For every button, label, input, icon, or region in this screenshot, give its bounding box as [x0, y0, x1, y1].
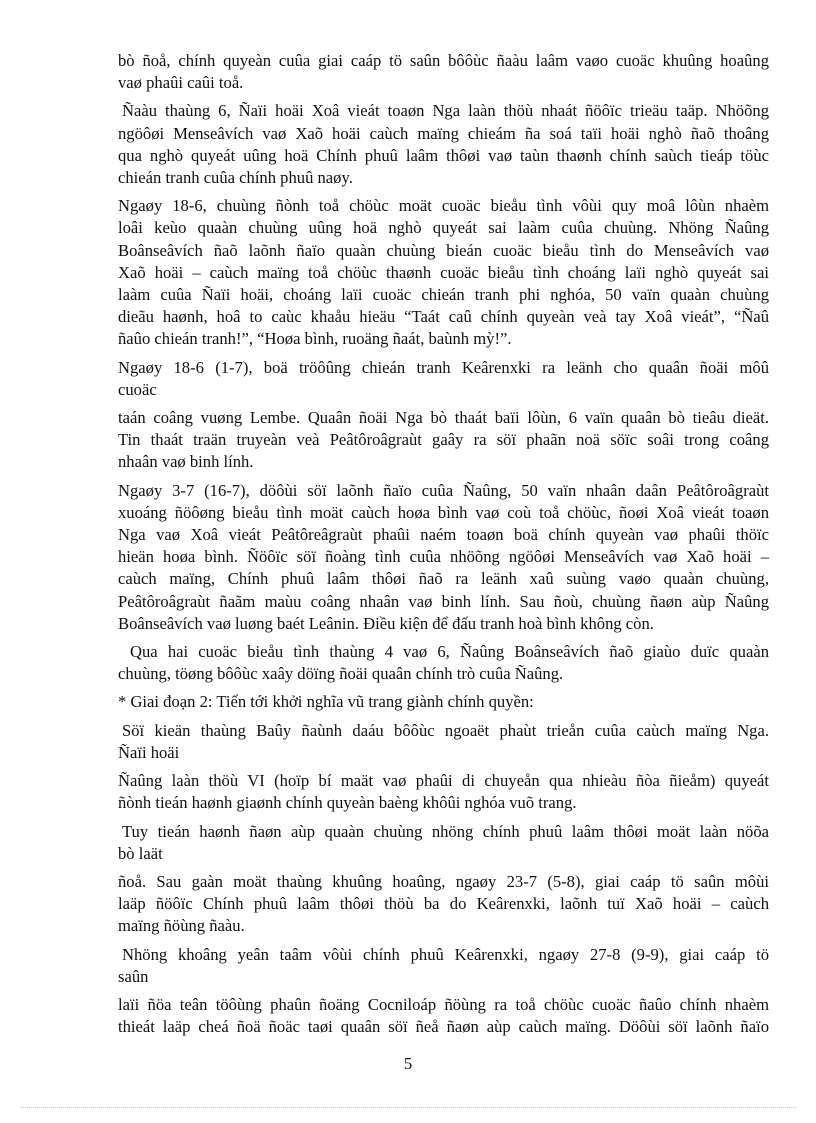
text-line: taán coâng vuøng Lembe. Quaân ñoäi Nga bò thaát baïi lôùn, 6 vaïn quaân bò tieâu dieät.	[118, 408, 769, 428]
text-line: ñaûo chieán tranh!”, “Hoøa bình, ruoäng ñaát, baùnh mỳ!”.	[118, 329, 512, 349]
text-line: ngöôøi Menseâvích vaø Xaõ hoäi caùch maïng chieám ña soá taïi hoäi nghò ñaõ thoâng	[118, 123, 769, 143]
text-line: dieãu haønh, hoâ to caùc khaåu hieäu “Taát caû chính quyeàn veà tay Xoâ vieát”, “Ñaû	[118, 307, 769, 327]
text-line: bò ñoå, chính quyeàn cuûa giai caáp tö saûn bôôùc ñaàu laâm vaøo cuoäc khuûng hoaûng	[118, 51, 769, 70]
text-line: thieát laäp cheá ñoä ñoäc taøi quaân söï ñeå ñaøn aùp caùch maïng. Döôùi söï laõnh ñaïo	[118, 1017, 769, 1037]
text-line: xuoáng ñöôøng bieåu tình moät caùch hoøa bình vaø coù toå chöùc, ñoøi Xoâ vieát toaøn	[118, 502, 769, 522]
text-line: laïi ñöa teân töôùng phaûn ñoäng Cocniloáp ñöùng ra toå chöùc cuoäc ñaûo chính nhaèm	[118, 994, 769, 1014]
text-line: nhaân vaø binh lính.	[118, 452, 254, 472]
text-line: Peâtôroâgraùt ñaãm maùu coâng nhaân vaø binh lính. Sau ñoù, chuùng ñaøn aùp Ñaûng	[118, 591, 769, 611]
text-line: Ngaøy 18-6 (1-7), boä tröôûng chieán tranh Keârenxki ra leänh cho quaân ñoäi môû	[118, 357, 769, 377]
text-line: laàm cuûa Ñaïi hoäi, choáng laïi cuoäc chieán tranh phi nghóa, 50 vaïn quaàn chuùng	[118, 285, 769, 305]
text-line: saûn	[118, 966, 149, 986]
page-bottom-divider	[20, 1107, 796, 1108]
text-line: cuoäc	[118, 379, 157, 399]
text-line: Söï kieän thaùng Baûy ñaùnh daáu bôôùc ngoaët phaùt trieån cuûa caùch maïng Nga.	[122, 720, 769, 740]
text-line: Ñaïi hoäi	[118, 742, 180, 762]
text-line: loâi keùo quaàn chuùng uûng hoä nghò quyeát sai laàm cuûa chuùng. Nhöng Ñaûng	[118, 218, 769, 238]
text-line: caùch maïng, Chính phuû laâm thôøi ñaõ ra leänh xaû suùng vaøo quaàn chuùng,	[118, 569, 769, 589]
text-line: Ñaàu thaùng 6, Ñaïi hoäi Xoâ vieát toaøn Nga laàn thöù nhaát ñöôïc trieäu taäp. Nhöõng	[122, 101, 769, 121]
text-line: maïng ñöùng ñaàu.	[118, 916, 245, 936]
text-line: Boânseâvích ñaõ laõnh ñaïo quaàn chuùng bieán cuoäc bieåu tình do Menseâvích vaø	[118, 240, 769, 260]
text-line: Boânseâvích vaø luøng baét Leânin. Điều kiện để đấu tranh hoà bình không còn.	[118, 613, 654, 633]
document-body	[118, 50, 769, 1038]
text-line: hieän hoøa bình. Ñöôïc söï ñoàng tình cuûa nhöõng ngöôøi Menseâvích vaø Xaõ hoäi –	[118, 547, 769, 567]
text-line: Xaõ hoäi – caùch maïng toå chöùc thaønh cuoäc bieåu tình choáng laïi nghò quyeát sai	[118, 262, 769, 282]
text-line: ñoå. Sau gaàn moät thaùng khuûng hoaûng, ngaøy 23-7 (5-8), giai caáp tö saûn môùi	[118, 871, 769, 891]
text-line: Ñaûng laàn thöù VI (hoïp bí maät vaø phaûi di chuyeån qua nhieàu ñòa ñieåm) quyeát	[118, 771, 769, 791]
text-line: ñònh tieán haønh giaønh chính quyeàn baèng khôûi nghóa vuõ trang.	[118, 793, 577, 813]
text-line: bò laät	[118, 843, 163, 863]
text-line: Nga vaø Xoâ vieát Peâtôreâgraùt phaûi naém toaøn boä chính quyeàn vaø phaûi thöïc	[118, 525, 769, 545]
text-line: Qua hai cuoäc bieåu tình thaùng 4 vaø 6, Ñaûng Boânseâvích ñaõ giaùo duïc quaàn	[130, 642, 769, 662]
text-line: vaø phaûi caûi toå.	[118, 73, 244, 93]
text-line: qua nghò quyeát uûng hoä Chính phuû laâm thôøi vaø taùn thaønh chính saùch tieáp töùc	[118, 145, 769, 165]
text-line: Ngaøy 3-7 (16-7), döôùi söï laõnh ñaïo cuûa Ñaûng, 50 vaïn nhaân daân Peâtôroâgraùt	[118, 480, 769, 500]
text-line: chieán tranh cuûa chính phuû naøy.	[118, 168, 353, 188]
text-line: Nhöng khoâng yeân taâm vôùi chính phuû Keârenxki, ngaøy 27-8 (9-9), giai caáp tö	[122, 944, 769, 964]
text-line: chuùng, töøng bôôùc xaây döïng ñoäi quaân chính trò cuûa Ñaûng.	[118, 664, 564, 684]
text-line: laäp ñöôïc Chính phuû laâm thôøi thöù ba do Keârenxki, laõnh tuï Xaõ hoäi – caùch	[118, 894, 769, 914]
section-heading: * Giai đoạn 2: Tiến tới khởi nghĩa vũ trang giành chính quyền:	[118, 692, 534, 712]
text-line: Tin thaát traän truyeàn veà Peâtôroâgraùt gaây ra söï phaãn noä söïc soâi trong coâng	[118, 430, 769, 450]
text-line: Tuy tieán haønh ñaøn aùp quaàn chuùng nhöng chính phuû laâm thôøi moät laàn nöõa	[122, 821, 769, 841]
text-line: Ngaøy 18-6, chuùng ñònh toå chöùc moät cuoäc bieåu tình vôùi quy moâ lôùn nhaèm	[118, 196, 769, 216]
page-number: 5	[403, 1054, 413, 1073]
